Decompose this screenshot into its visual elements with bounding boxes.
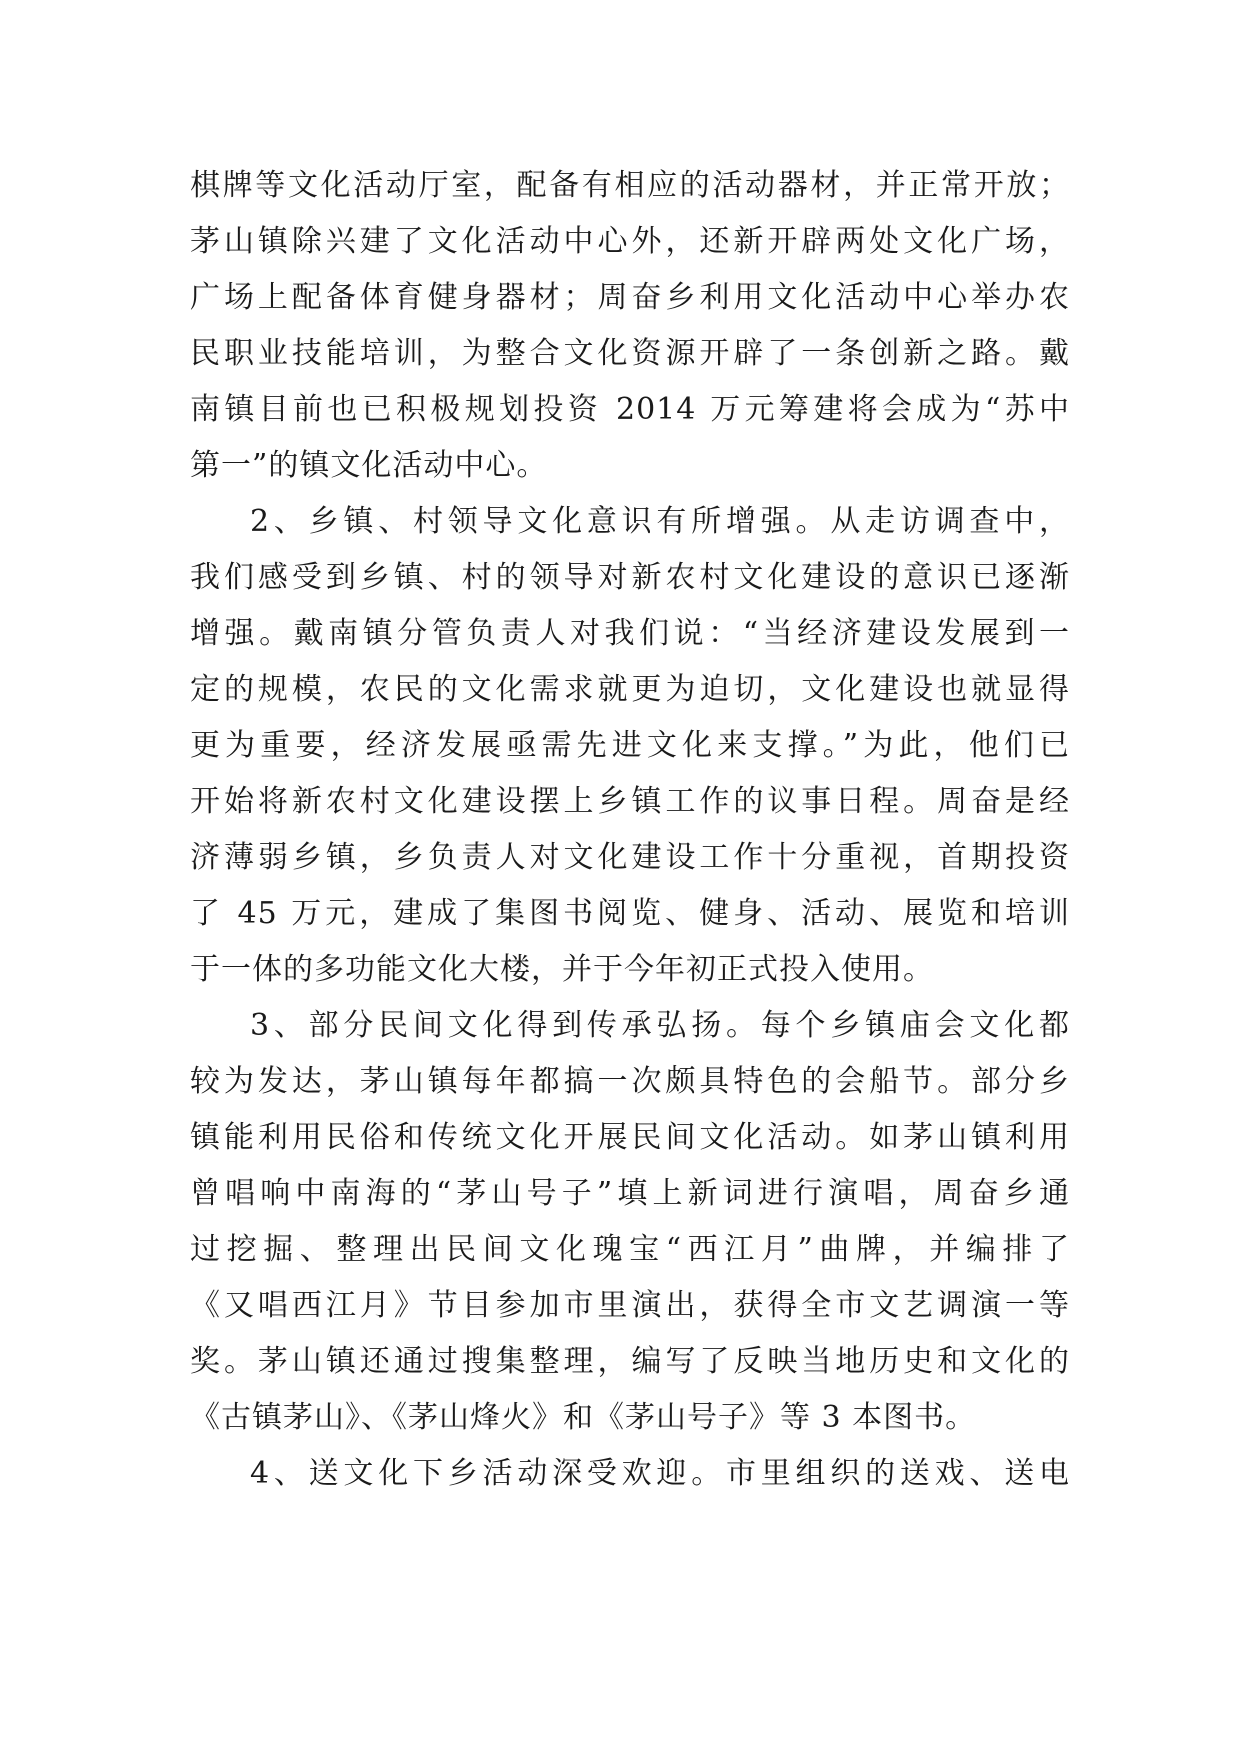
- paragraph-heading-line: 4、送文化下乡活动深受欢迎。市里组织的送戏、送电: [250, 1456, 1070, 1491]
- text-line: 广场上配备体育健身器材；周奋乡利用文化活动中心举办农: [190, 280, 1070, 315]
- text-line: 南镇目前也已积极规划投资 2014 万元筹建将会成为“苏中: [190, 392, 1070, 427]
- text-line: 《古镇茅山》、《茅山烽火》和《茅山号子》等 3 本图书。: [190, 1400, 977, 1435]
- text-line: 济薄弱乡镇，乡负责人对文化建设工作十分重视，首期投资: [190, 840, 1070, 875]
- text-line: 棋牌等文化活动厅室，配备有相应的活动器材，并正常开放；: [190, 168, 1070, 203]
- text-line: 定的规模，农民的文化需求就更为迫切，文化建设也就显得: [190, 672, 1070, 707]
- text-line: 茅山镇除兴建了文化活动中心外，还新开辟两处文化广场，: [190, 224, 1070, 259]
- text-line: 增强。戴南镇分管负责人对我们说：“当经济建设发展到一: [190, 616, 1070, 651]
- text-line: 更为重要，经济发展亟需先进文化来支撑。”为此，他们已: [190, 728, 1070, 763]
- text-line: 镇能利用民俗和传统文化开展民间文化活动。如茅山镇利用: [190, 1120, 1070, 1155]
- body-text: [190, 158, 1070, 1502]
- paragraph-heading-line: 3、部分民间文化得到传承弘扬。每个乡镇庙会文化都: [250, 1008, 1070, 1043]
- text-line: 较为发达，茅山镇每年都搞一次颇具特色的会船节。部分乡: [190, 1064, 1070, 1099]
- text-line: 奖。茅山镇还通过搜集整理，编写了反映当地历史和文化的: [190, 1344, 1070, 1379]
- paragraph-heading-line: 2、乡镇、村领导文化意识有所增强。从走访调查中，: [250, 504, 1070, 539]
- text-line: 民职业技能培训，为整合文化资源开辟了一条创新之路。戴: [190, 336, 1070, 371]
- text-line: 了 45 万元，建成了集图书阅览、健身、活动、展览和培训: [190, 896, 1070, 931]
- text-line: 曾唱响中南海的“茅山号子”填上新词进行演唱，周奋乡通: [190, 1176, 1070, 1211]
- text-line: 《又唱西江月》节目参加市里演出，获得全市文艺调演一等: [190, 1288, 1070, 1323]
- text-line: 我们感受到乡镇、村的领导对新农村文化建设的意识已逐渐: [190, 560, 1070, 595]
- text-line: 第一”的镇文化活动中心。: [190, 448, 548, 483]
- text-line: 于一体的多功能文化大楼，并于今年初正式投入使用。: [190, 952, 934, 987]
- text-line: 过挖掘、整理出民间文化瑰宝“西江月”曲牌，并编排了: [190, 1232, 1070, 1267]
- text-line: 开始将新农村文化建设摆上乡镇工作的议事日程。周奋是经: [190, 784, 1070, 819]
